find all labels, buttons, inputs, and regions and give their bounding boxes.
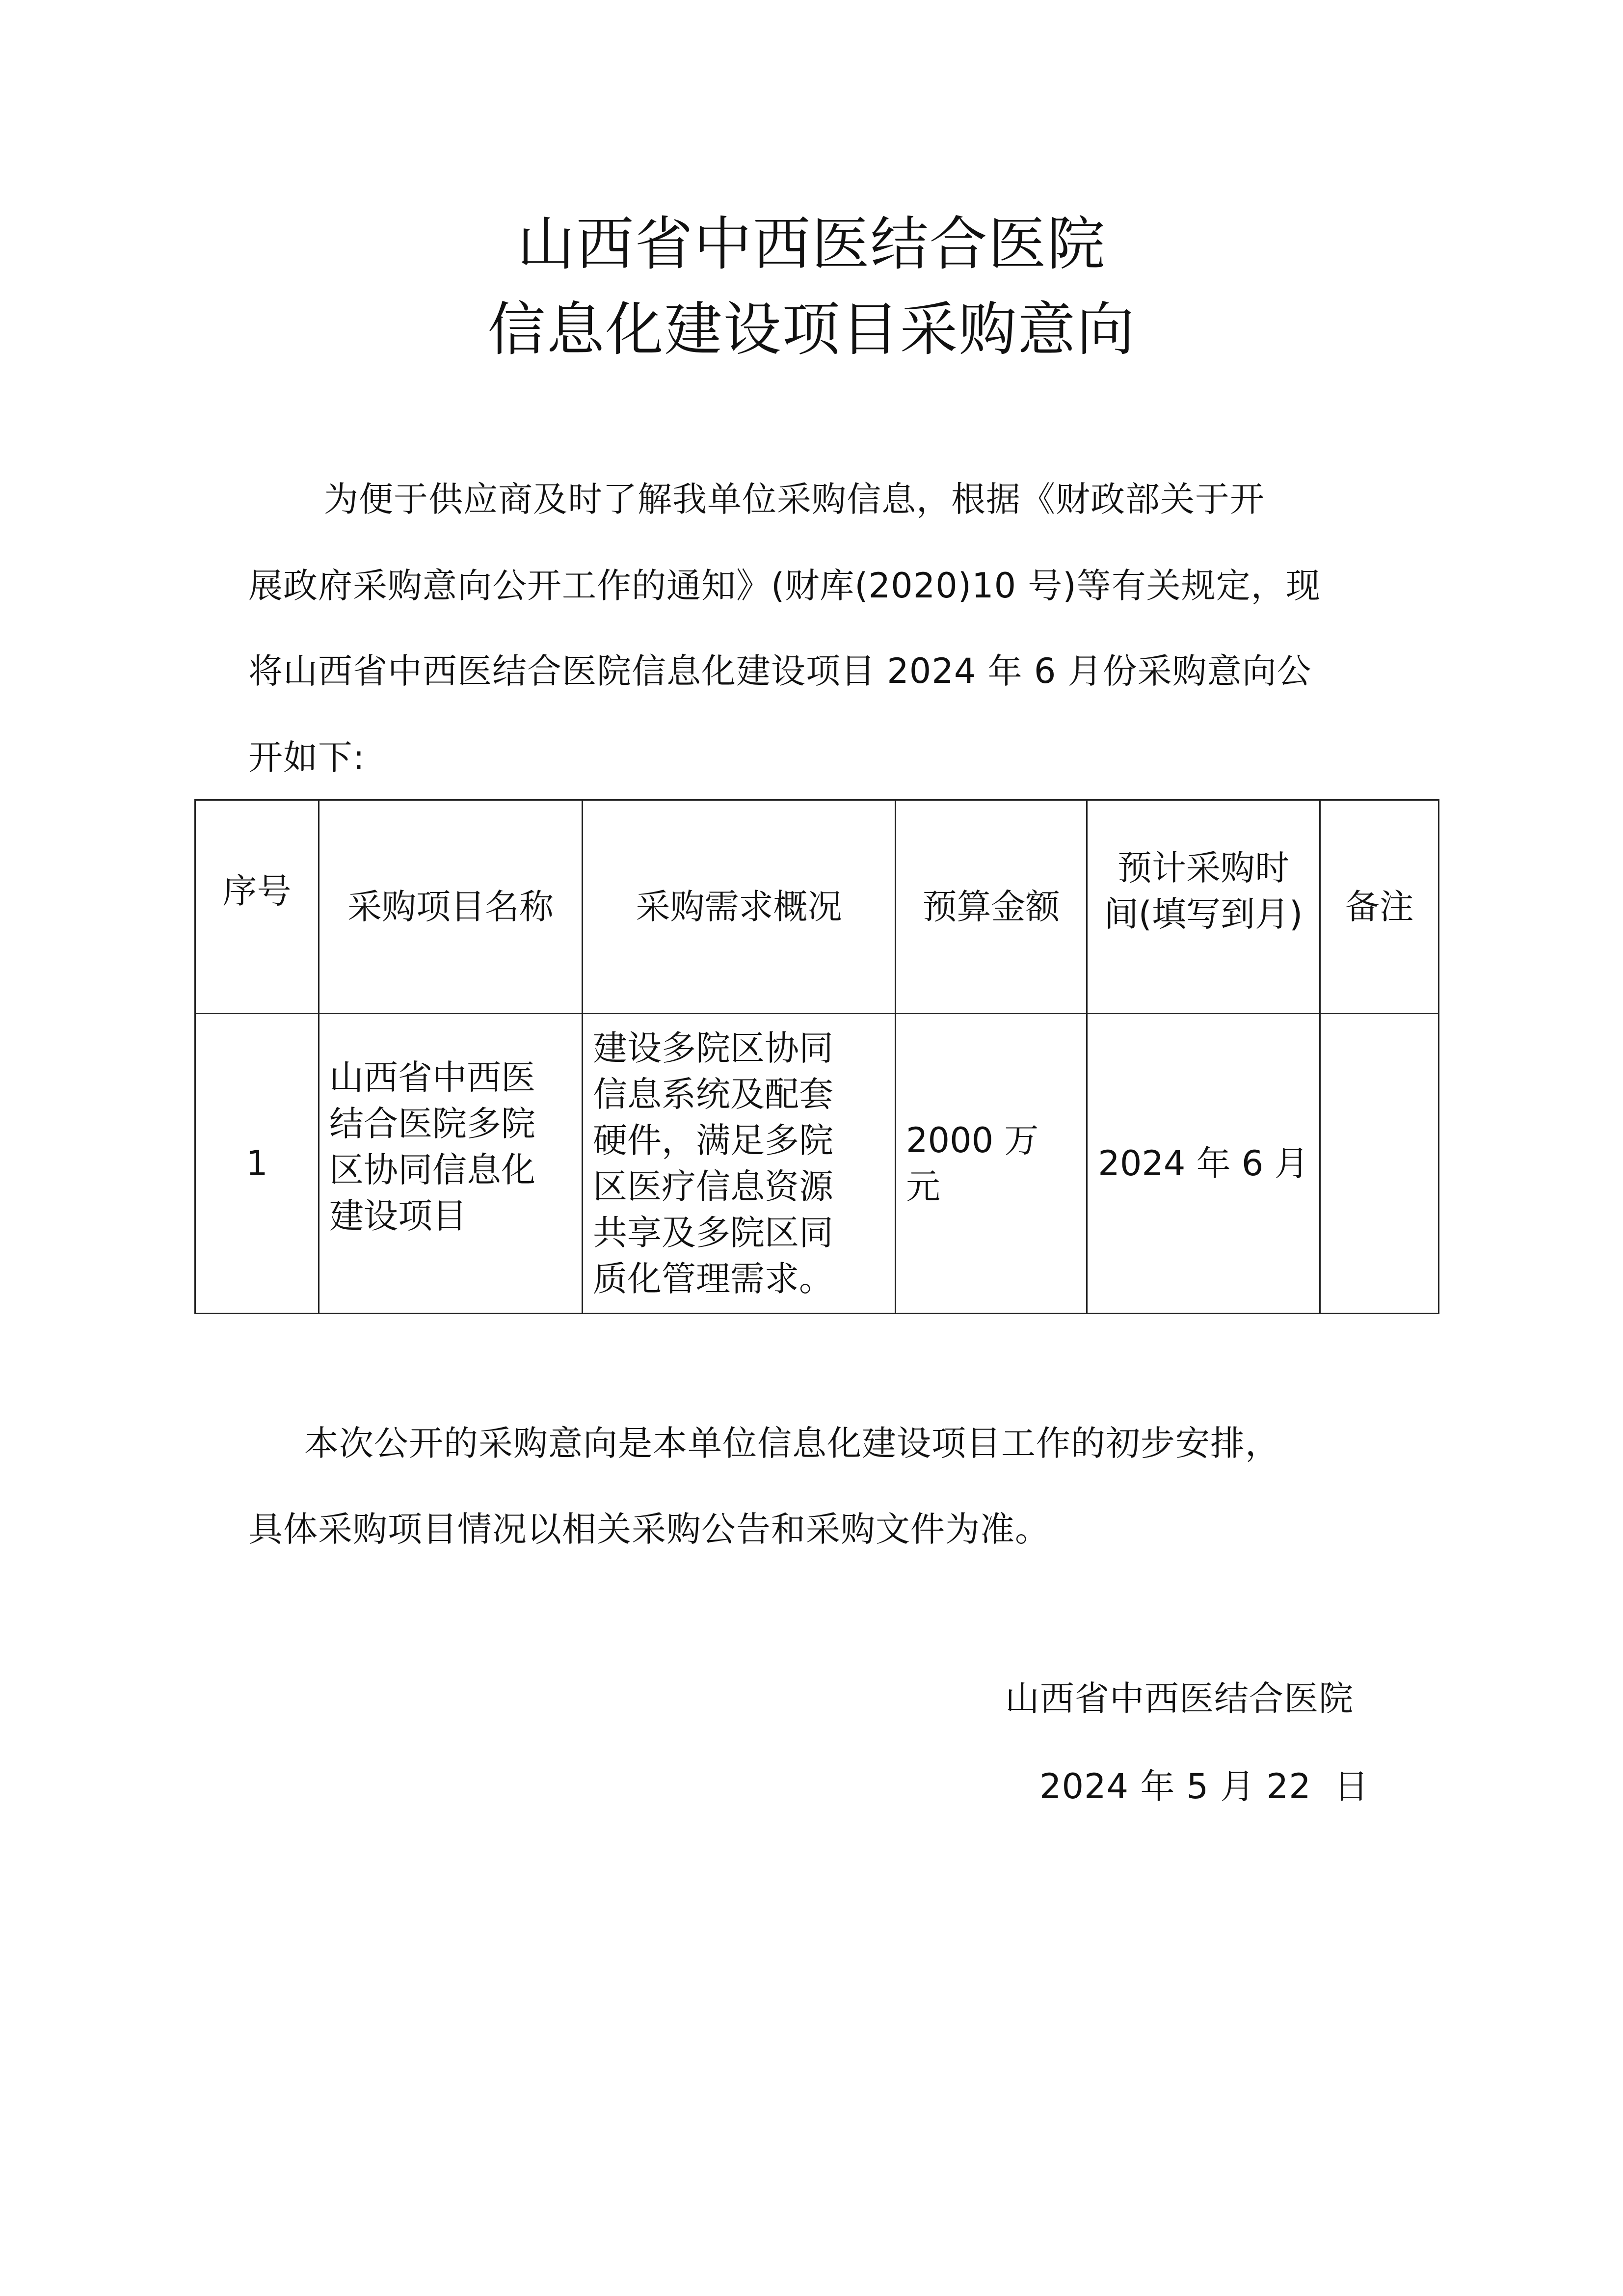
intro-paragraph-line-3: 将山西省中西医结合医院信息化建设项目 2024 年 6 月份采购意向公 [248,651,1312,691]
procurement-table [194,799,1439,1314]
intro-paragraph-line-4: 开如下: [248,737,365,778]
header-project-name: 采购项目名称 [319,800,583,1014]
cell-budget-line-2: 元 [906,1166,940,1207]
cell-project-name-line-1: 山西省中西医 [329,1057,535,1098]
cell-estimated-time: 2024 年 6 月 [1087,1014,1320,1314]
header-seq: 序号 [195,800,319,1014]
cell-requirement-summary [583,1014,896,1314]
closing-paragraph-line-2: 具体采购项目情况以相关采购公告和采购文件为准。 [248,1509,1050,1549]
cell-summary-line-1: 建设多院区协同 [593,1028,833,1068]
document-title-line-2: 信息化建设项目采购意向 [487,296,1136,363]
header-budget: 预算金额 [896,800,1087,1014]
table-header-row [195,800,1439,1014]
cell-budget-line-1: 2000 万 [906,1120,1039,1161]
signature-organization: 山西省中西医结合医院 [1005,1678,1354,1719]
cell-project-name [319,1014,583,1314]
header-estimated-time-line-1: 预计采购时 [1117,848,1289,888]
cell-project-name-line-3: 区协同信息化 [329,1150,535,1190]
header-estimated-time-line-2: 间(填写到月) [1104,894,1303,934]
cell-project-name-line-2: 结合医院多院 [329,1104,535,1144]
cell-summary-line-4: 区医疗信息资源 [593,1166,833,1207]
intro-paragraph-line-1: 为便于供应商及时了解我单位采购信息，根据《财政部关于开 [324,479,1265,519]
cell-seq: 1 [195,1014,319,1314]
closing-paragraph-line-1: 本次公开的采购意向是本单位信息化建设项目工作的初步安排， [304,1423,1280,1463]
table-row [195,1014,1439,1314]
header-requirement-summary: 采购需求概况 [583,800,896,1014]
document-title-line-1: 山西省中西医结合医院 [517,210,1106,278]
cell-summary-line-5: 共享及多院区同 [593,1213,833,1253]
header-estimated-time [1087,800,1320,1014]
cell-project-name-line-4: 建设项目 [329,1196,467,1236]
cell-summary-line-2: 信息系统及配套 [593,1074,833,1114]
intro-paragraph-line-2: 展政府采购意向公开工作的通知》(财库(2020)10 号)等有关规定，现 [248,566,1321,606]
cell-summary-line-6: 质化管理需求。 [593,1259,833,1299]
cell-budget [896,1014,1087,1314]
cell-remark [1320,1014,1439,1314]
signature-date: 2024 年 5 月 22 日 [1039,1766,1369,1807]
header-remark: 备注 [1320,800,1439,1014]
cell-summary-line-3: 硬件，满足多院 [593,1120,833,1161]
